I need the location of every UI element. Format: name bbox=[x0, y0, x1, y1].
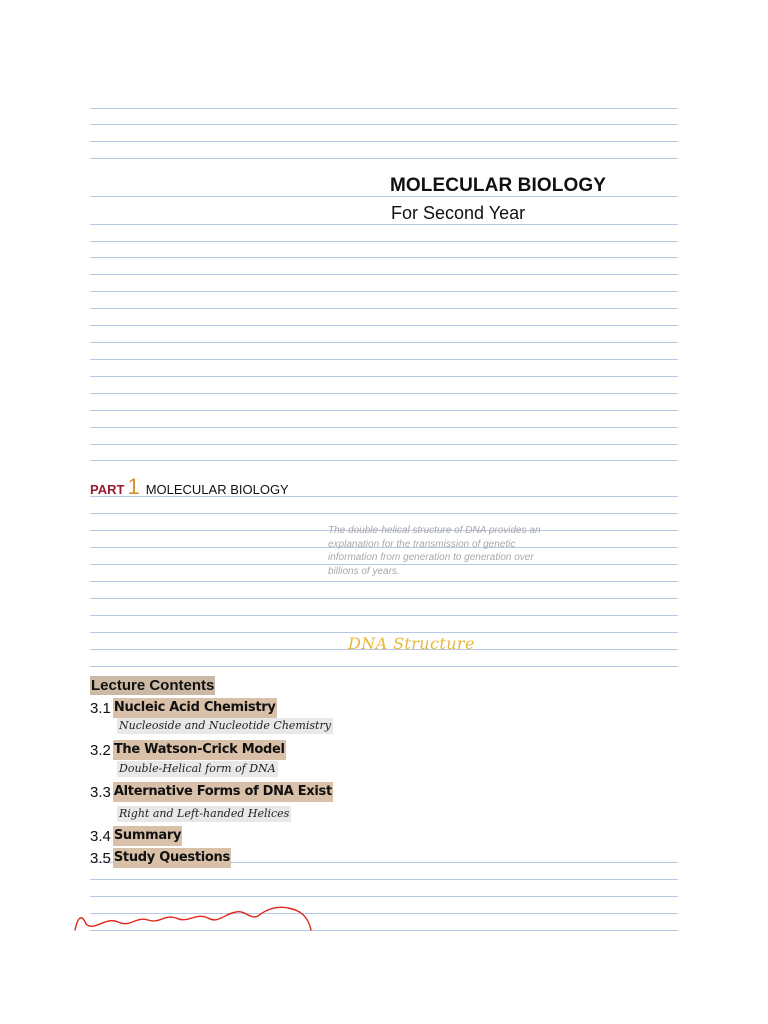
ruled-line bbox=[90, 108, 678, 109]
ruled-line bbox=[90, 879, 678, 880]
ruled-line bbox=[90, 581, 678, 582]
ruled-line bbox=[90, 291, 678, 292]
contents-section bbox=[90, 782, 333, 802]
ruled-line bbox=[90, 896, 678, 897]
contents-section bbox=[90, 826, 182, 846]
ruled-line bbox=[90, 410, 678, 411]
contents-section bbox=[90, 848, 231, 868]
part-title: MOLECULAR BIOLOGY bbox=[145, 482, 289, 497]
ruled-line bbox=[90, 124, 678, 125]
document-title: MOLECULAR BIOLOGY bbox=[390, 175, 606, 196]
ruled-line bbox=[90, 393, 678, 394]
ruled-line bbox=[90, 257, 678, 258]
ruled-line bbox=[90, 666, 678, 667]
contents-section bbox=[90, 740, 286, 760]
contents-heading: Lecture Contents bbox=[91, 677, 215, 694]
section-label: Summary bbox=[113, 826, 182, 846]
ruled-line bbox=[90, 460, 678, 461]
ruled-line bbox=[90, 141, 678, 142]
document-subtitle: For Second Year bbox=[391, 203, 526, 223]
section-subtopic: Right and Left-handed Helices bbox=[119, 807, 290, 820]
ruled-line bbox=[90, 376, 678, 377]
ruled-line bbox=[90, 632, 678, 633]
part-number: 1 bbox=[127, 474, 140, 499]
ruled-line bbox=[90, 241, 678, 242]
red-squiggle-decoration bbox=[72, 902, 317, 936]
section-subtopic: Nucleoside and Nucleotide Chemistry bbox=[119, 719, 331, 732]
section-number: 3.3 bbox=[90, 783, 111, 801]
part-word: PART bbox=[90, 482, 125, 497]
section-label: Study Questions bbox=[113, 848, 231, 868]
ruled-line bbox=[90, 513, 678, 514]
ruled-line bbox=[90, 615, 678, 616]
contents-section bbox=[90, 698, 277, 718]
ruled-line bbox=[90, 274, 678, 275]
epigraph-quote: The double-helical structure of DNA provides an explanation for the transmission of genetic information from generation to generation over billions of years. bbox=[328, 525, 541, 577]
ruled-line bbox=[90, 359, 678, 360]
section-number: 3.2 bbox=[90, 741, 111, 759]
section-subtopic: Double-Helical form of DNA bbox=[119, 762, 276, 775]
ruled-line bbox=[90, 342, 678, 343]
ruled-line bbox=[90, 308, 678, 309]
section-number: 3.4 bbox=[90, 827, 111, 845]
ruled-line bbox=[90, 224, 678, 225]
chapter-title: DNA Structure bbox=[348, 634, 475, 653]
part-heading bbox=[90, 474, 289, 500]
ruled-line bbox=[90, 598, 678, 599]
ruled-line bbox=[90, 444, 678, 445]
ruled-line bbox=[90, 427, 678, 428]
section-label: The Watson-Crick Model bbox=[113, 740, 286, 760]
section-label: Nucleic Acid Chemistry bbox=[113, 698, 277, 718]
section-number: 3.1 bbox=[90, 699, 111, 717]
section-label: Alternative Forms of DNA Exist bbox=[113, 782, 333, 802]
ruled-line bbox=[90, 158, 678, 159]
ruled-line bbox=[90, 325, 678, 326]
section-number: 3.5 bbox=[90, 849, 111, 867]
